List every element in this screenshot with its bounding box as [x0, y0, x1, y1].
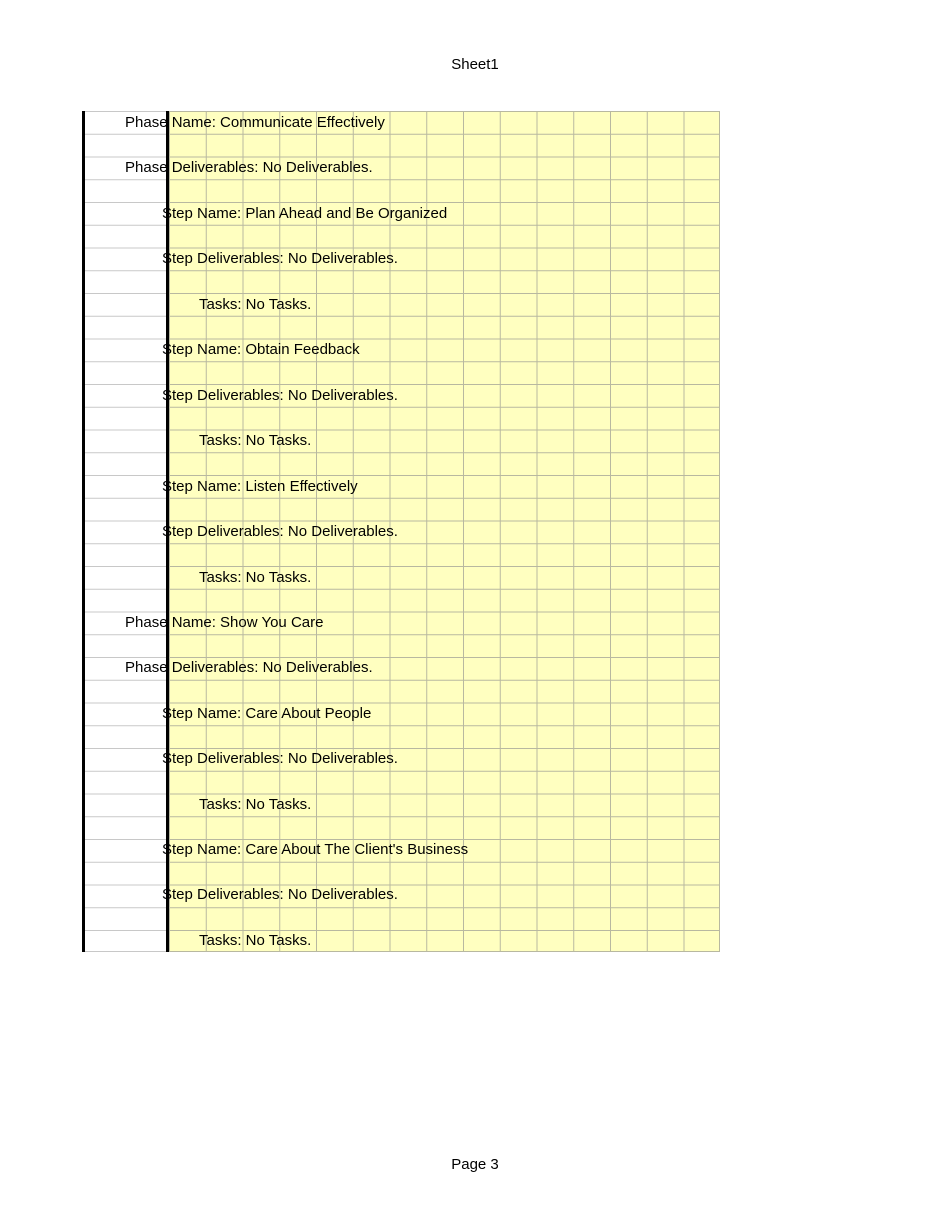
step-deliverables-row: Step Deliverables: No Deliverables. — [162, 886, 398, 903]
tasks-row: Tasks: No Tasks. — [199, 796, 312, 813]
row-label-column — [85, 111, 166, 952]
tasks-row: Tasks: No Tasks. — [199, 296, 312, 313]
sheet-header-title: Sheet1 — [451, 56, 499, 73]
tasks-row: Tasks: No Tasks. — [199, 432, 312, 449]
step-name-row: Step Name: Care About The Client's Business — [162, 841, 469, 858]
step-deliverables-row: Step Deliverables: No Deliverables. — [162, 250, 398, 267]
step-name-row: Step Name: Plan Ahead and Be Organized — [162, 205, 448, 222]
phase-deliverables-row: Phase Deliverables: No Deliverables. — [125, 659, 373, 676]
step-deliverables-row: Step Deliverables: No Deliverables. — [162, 523, 398, 540]
tasks-row: Tasks: No Tasks. — [199, 932, 312, 949]
phase-name-row: Phase Name: Communicate Effectively — [125, 114, 385, 131]
step-name-row: Step Name: Care About People — [162, 705, 372, 722]
step-name-row: Step Name: Obtain Feedback — [162, 341, 360, 358]
phase-name-row: Phase Name: Show You Care — [125, 614, 324, 631]
page-number-footer: Page 3 — [451, 1156, 499, 1173]
step-name-row: Step Name: Listen Effectively — [162, 478, 358, 495]
step-deliverables-row: Step Deliverables: No Deliverables. — [162, 750, 398, 767]
step-deliverables-row: Step Deliverables: No Deliverables. — [162, 387, 398, 404]
phase-deliverables-row: Phase Deliverables: No Deliverables. — [125, 159, 373, 176]
tasks-row: Tasks: No Tasks. — [199, 569, 312, 586]
